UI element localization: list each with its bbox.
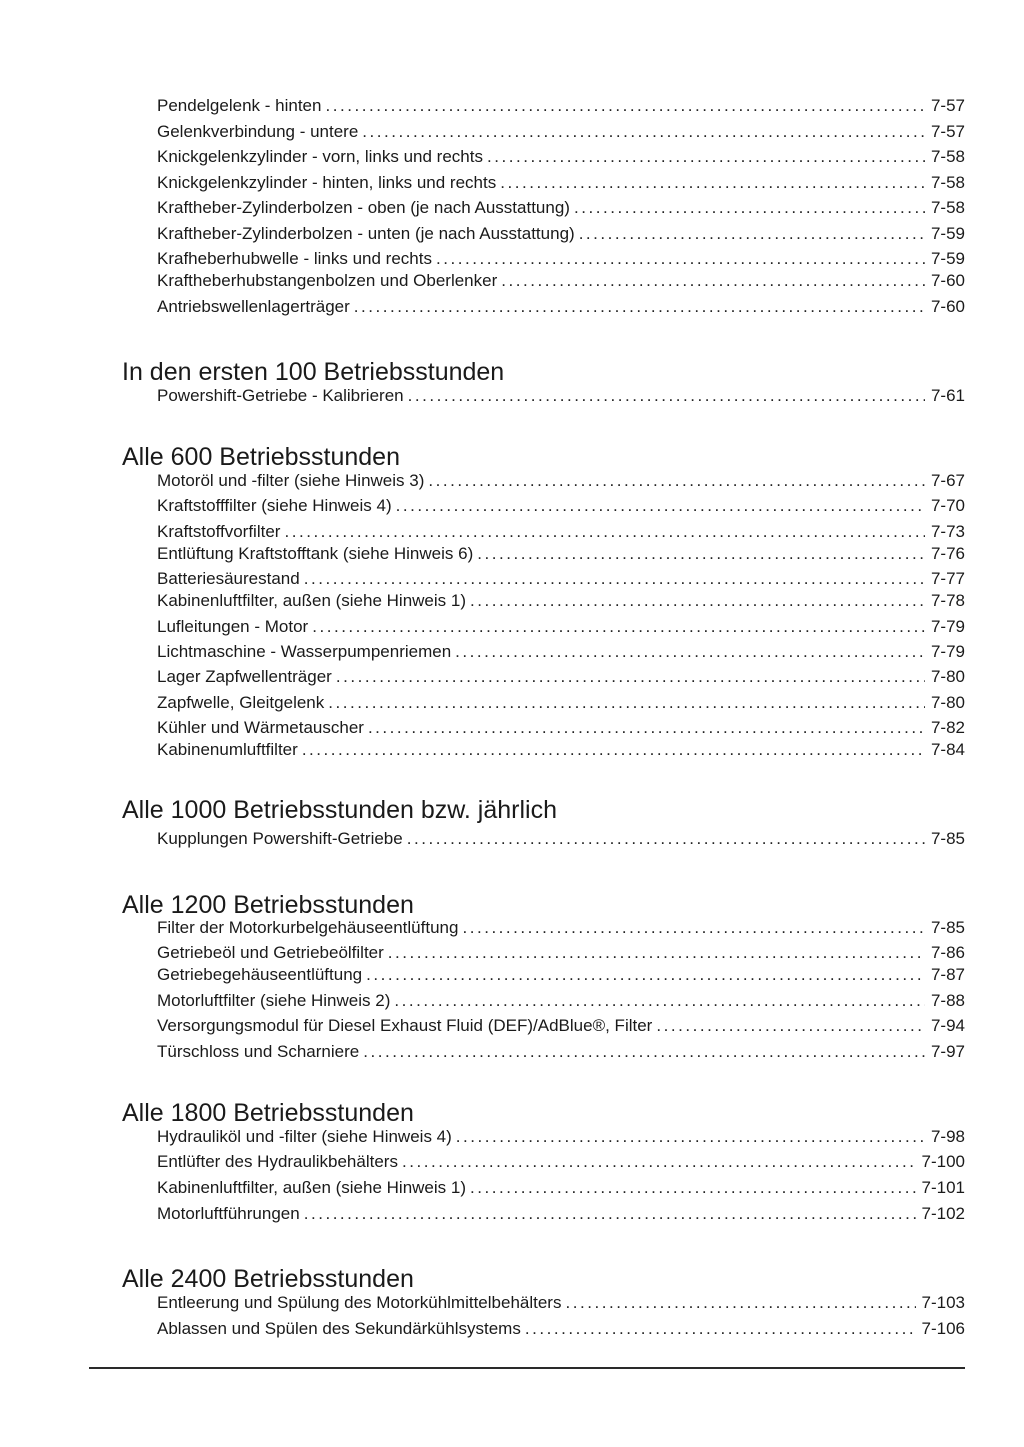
toc-entry-label: Lichtmaschine - Wasserpumpenriemen — [157, 642, 452, 661]
toc-entry[interactable] — [157, 828, 965, 850]
toc-leader-dots — [470, 590, 925, 612]
toc-entry-page: 7-58 — [930, 147, 965, 166]
toc-entry-label: Pendelgelenk - hinten — [157, 96, 322, 115]
toc-leader-dots — [487, 146, 925, 168]
toc-entry-page: 7-106 — [921, 1319, 965, 1338]
toc-entry-label: Hydrauliköl und -filter (siehe Hinweis 4) — [157, 1127, 452, 1146]
toc-entry-label: Motorluftführungen — [157, 1204, 300, 1223]
toc-entry-label: Antriebswellenlagerträger — [157, 297, 350, 316]
toc-entry-label: Kraftstofffilter (siehe Hinweis 4) — [157, 496, 392, 515]
section-heading: Alle 2400 Betriebsstunden — [122, 1265, 414, 1293]
toc-entry-label: Entleerung und Spülung des Motorkühlmittelbehälters — [157, 1293, 562, 1312]
toc-entry[interactable] — [157, 1292, 965, 1314]
toc-entry-label: Ablassen und Spülen des Sekundärkühlsystems — [157, 1319, 521, 1338]
toc-entry-page: 7-67 — [930, 471, 965, 490]
toc-entry-page: 7-60 — [930, 297, 965, 316]
toc-leader-dots — [363, 1041, 925, 1063]
toc-entry[interactable] — [157, 616, 965, 638]
toc-entry[interactable] — [157, 385, 965, 407]
toc-entry[interactable] — [157, 692, 965, 714]
toc-leader-dots — [428, 470, 925, 492]
toc-entry-label: Getriebegehäuseentlüftung — [157, 965, 363, 984]
toc-entry-label: Knickgelenkzylinder - hinten, links und rechts — [157, 173, 497, 192]
toc-entry[interactable] — [157, 964, 965, 986]
toc-entry-page: 7-70 — [930, 496, 965, 515]
section-heading: Alle 600 Betriebsstunden — [122, 443, 400, 471]
toc-leader-dots — [312, 616, 925, 638]
toc-entry-page: 7-103 — [921, 1293, 965, 1312]
toc-leader-dots — [388, 942, 925, 964]
toc-entry-label: Knickgelenkzylinder - vorn, links und rechts — [157, 147, 483, 166]
toc-entry-page: 7-85 — [930, 829, 965, 848]
toc-leader-dots — [501, 270, 925, 292]
toc-entry-page: 7-97 — [930, 1042, 965, 1061]
toc-entry-page: 7-88 — [930, 991, 965, 1010]
toc-leader-dots — [456, 1126, 925, 1148]
toc-entry-page: 7-80 — [930, 693, 965, 712]
toc-entry-page: 7-79 — [930, 617, 965, 636]
toc-entry-page: 7-87 — [930, 965, 965, 984]
toc-entry-label: Krafheberhubwelle - links und rechts — [157, 249, 432, 268]
toc-leader-dots — [408, 385, 925, 407]
toc-entry[interactable] — [157, 917, 965, 939]
toc-leader-dots — [336, 666, 925, 688]
toc-entry-label: Gelenkverbindung - untere — [157, 122, 359, 141]
toc-entry[interactable] — [157, 296, 965, 318]
toc-entry[interactable] — [157, 666, 965, 688]
toc-entry[interactable] — [157, 172, 965, 194]
toc-entry-label: Filter der Motorkurbelgehäuseentlüftung — [157, 918, 459, 937]
toc-entry-label: Kraftheberhubstangenbolzen und Oberlenker — [157, 271, 498, 290]
toc-entry[interactable] — [157, 1203, 965, 1225]
toc-entry[interactable] — [157, 641, 965, 663]
toc-entry-label: Entlüftung Kraftstofftank (siehe Hinweis 6) — [157, 544, 474, 563]
toc-entry-page: 7-94 — [930, 1016, 965, 1035]
toc-entry-page: 7-58 — [930, 173, 965, 192]
toc-entry-label: Batteriesäurestand — [157, 569, 300, 588]
toc-leader-dots — [304, 568, 925, 590]
toc-entry-label: Motoröl und -filter (siehe Hinweis 3) — [157, 471, 425, 490]
toc-entry[interactable] — [157, 1126, 965, 1148]
toc-entry-label: Getriebeöl und Getriebeölfilter — [157, 943, 384, 962]
toc-entry-page: 7-85 — [930, 918, 965, 937]
toc-leader-dots — [284, 521, 925, 543]
toc-entry[interactable] — [157, 543, 965, 565]
toc-leader-dots — [396, 495, 925, 517]
toc-entry[interactable] — [157, 495, 965, 517]
toc-entry-page: 7-84 — [930, 740, 965, 759]
toc-leader-dots — [579, 223, 925, 245]
toc-entry-label: Kraftstoffvorfilter — [157, 522, 281, 541]
toc-entry[interactable] — [157, 1318, 965, 1340]
toc-leader-dots — [470, 1177, 916, 1199]
toc-leader-dots — [436, 248, 925, 270]
footer-divider — [89, 1367, 965, 1369]
toc-entry[interactable] — [157, 1151, 965, 1173]
toc-entry[interactable] — [157, 590, 965, 612]
toc-entry-page: 7-73 — [930, 522, 965, 541]
toc-entry-page: 7-57 — [930, 96, 965, 115]
toc-entry[interactable] — [157, 95, 965, 117]
toc-entry-page: 7-80 — [930, 667, 965, 686]
toc-entry-label: Motorluftfilter (siehe Hinweis 2) — [157, 991, 391, 1010]
toc-entry[interactable] — [157, 739, 965, 761]
toc-leader-dots — [328, 692, 925, 714]
toc-entry[interactable] — [157, 248, 965, 270]
toc-entry-page: 7-60 — [930, 271, 965, 290]
toc-entry-label: Kraftheber-Zylinderbolzen - unten (je nach Ausstattung) — [157, 224, 575, 243]
toc-entry-label: Powershift-Getriebe - Kalibrieren — [157, 386, 404, 405]
toc-entry[interactable] — [157, 942, 965, 964]
toc-entry-label: Kabinenluftfilter, außen (siehe Hinweis 1) — [157, 591, 466, 610]
toc-entry-page: 7-61 — [930, 386, 965, 405]
toc-entry-label: Kühler und Wärmetauscher — [157, 718, 364, 737]
toc-leader-dots — [366, 964, 925, 986]
toc-entry[interactable] — [157, 568, 965, 590]
toc-entry-label: Zapfwelle, Gleitgelenk — [157, 693, 325, 712]
toc-entry[interactable] — [157, 990, 965, 1012]
toc-leader-dots — [394, 990, 925, 1012]
toc-entry-label: Türschloss und Scharniere — [157, 1042, 360, 1061]
toc-leader-dots — [565, 1292, 915, 1314]
toc-entry-label: Lufleitungen - Motor — [157, 617, 309, 636]
toc-entry-label: Entlüfter des Hydraulikbehälters — [157, 1152, 398, 1171]
toc-entry-page: 7-100 — [921, 1152, 965, 1171]
toc-entry-page: 7-76 — [930, 544, 965, 563]
toc-leader-dots — [525, 1318, 916, 1340]
toc-entry-page: 7-98 — [930, 1127, 965, 1146]
toc-entry[interactable] — [157, 1177, 965, 1199]
section-heading: Alle 1800 Betriebsstunden — [122, 1099, 414, 1127]
toc-entry-label: Kupplungen Powershift-Getriebe — [157, 829, 403, 848]
toc-entry[interactable] — [157, 1015, 965, 1037]
toc-entry-page: 7-86 — [930, 943, 965, 962]
toc-entry[interactable] — [157, 121, 965, 143]
toc-leader-dots — [574, 197, 925, 219]
toc-entry-label: Versorgungsmodul für Diesel Exhaust Fluid (DEF)/AdBlue®, Filter — [157, 1016, 653, 1035]
toc-entry-page: 7-82 — [930, 718, 965, 737]
toc-entry-page: 7-102 — [921, 1204, 965, 1223]
toc-entry-page: 7-58 — [930, 198, 965, 217]
toc-leader-dots — [362, 121, 925, 143]
toc-entry-label: Kabinenumluftfilter — [157, 740, 298, 759]
toc-leader-dots — [354, 296, 925, 318]
toc-leader-dots — [402, 1151, 916, 1173]
toc-entry[interactable] — [157, 270, 965, 292]
toc-entry[interactable] — [157, 717, 965, 739]
toc-leader-dots — [477, 543, 925, 565]
toc-entry-page: 7-57 — [930, 122, 965, 141]
toc-entry-label: Kraftheber-Zylinderbolzen - oben (je nach Ausstattung) — [157, 198, 570, 217]
toc-entry-label: Lager Zapfwellenträger — [157, 667, 332, 686]
toc-entry-page: 7-78 — [930, 591, 965, 610]
toc-entry-page: 7-79 — [930, 642, 965, 661]
toc-entry-page: 7-59 — [930, 224, 965, 243]
toc-entry[interactable] — [157, 197, 965, 219]
toc-entry[interactable] — [157, 521, 965, 543]
section-heading: Alle 1200 Betriebsstunden — [122, 891, 414, 919]
toc-leader-dots — [455, 641, 925, 663]
toc-entry[interactable] — [157, 223, 965, 245]
toc-entry-page: 7-101 — [921, 1178, 965, 1197]
toc-entry[interactable] — [157, 470, 965, 492]
toc-leader-dots — [304, 1203, 916, 1225]
toc-leader-dots — [325, 95, 925, 117]
toc-leader-dots — [656, 1015, 925, 1037]
toc-leader-dots — [302, 739, 925, 761]
toc-entry-label: Kabinenluftfilter, außen (siehe Hinweis 1) — [157, 1178, 466, 1197]
toc-leader-dots — [407, 828, 925, 850]
toc-entry[interactable] — [157, 1041, 965, 1063]
toc-leader-dots — [368, 717, 925, 739]
section-heading: Alle 1000 Betriebsstunden bzw. jährlich — [122, 796, 557, 824]
toc-entry-page: 7-59 — [930, 249, 965, 268]
section-heading: In den ersten 100 Betriebsstunden — [122, 358, 505, 386]
toc-leader-dots — [462, 917, 925, 939]
toc-entry-page: 7-77 — [930, 569, 965, 588]
toc-leader-dots — [500, 172, 925, 194]
toc-entry[interactable] — [157, 146, 965, 168]
